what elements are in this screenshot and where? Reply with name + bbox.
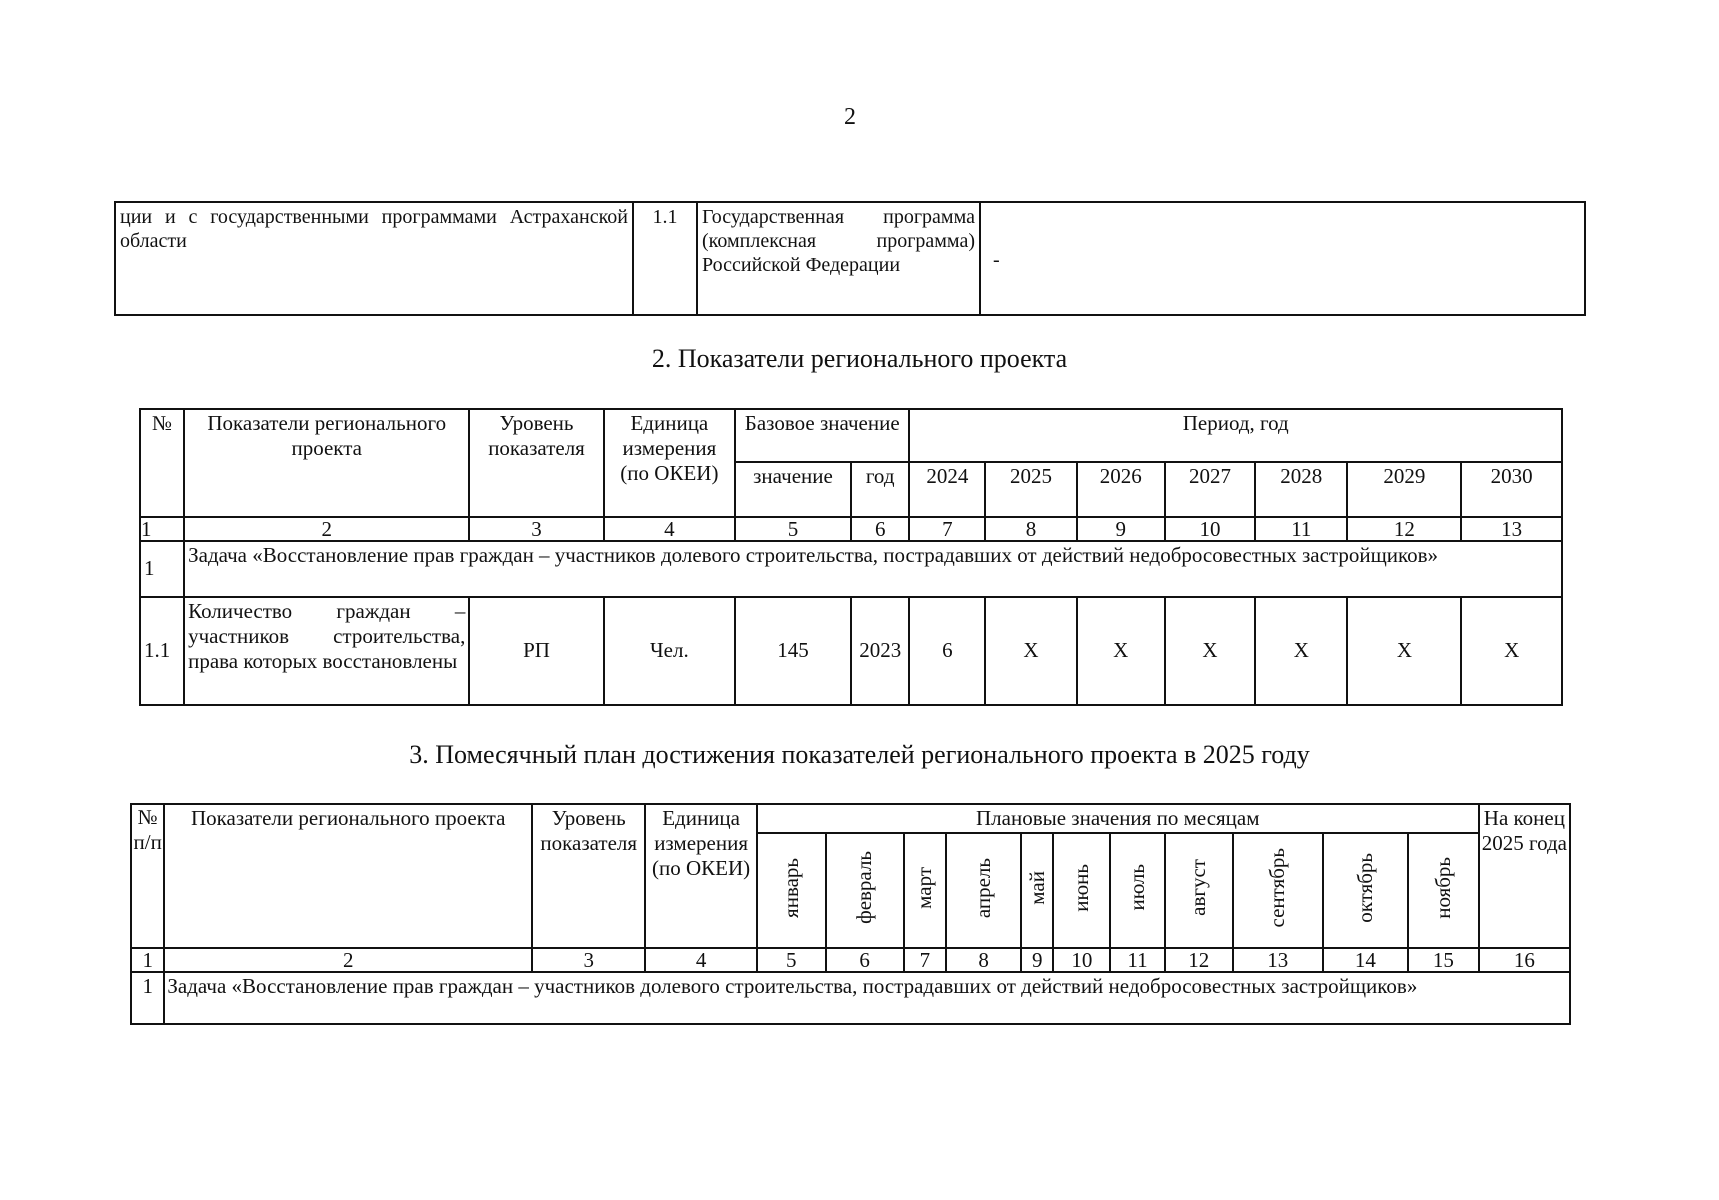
column-number: 2 [184,517,469,541]
column-number: 15 [1408,948,1479,972]
month-label: ноябрь [1430,856,1455,919]
year-value: X [1461,597,1562,705]
col-monthly-header: Плановые значения по месяцам [757,804,1479,833]
month-header [1110,833,1165,948]
month-header [1408,833,1479,948]
column-number: 4 [604,517,735,541]
month-header [826,833,904,948]
year-value: X [1077,597,1165,705]
column-number: 6 [826,948,904,972]
year-value: X [1347,597,1461,705]
month-label: апрель [971,857,996,918]
month-header [946,833,1021,948]
program-name: Государственная программа (комплексная программа) Российской Федерации [697,202,980,315]
month-label: октябрь [1352,852,1377,923]
column-number: 3 [532,948,645,972]
indicator-name: Количество граждан – участников строительства, права которых восстановлены [184,597,469,705]
indicator-unit: Чел. [604,597,735,705]
column-number: 6 [851,517,909,541]
col-unit-header: Единица измерения (по ОКЕИ) [604,409,735,517]
column-number: 10 [1053,948,1110,972]
month-header [1233,833,1323,948]
year-value: X [1255,597,1347,705]
task-text: Задача «Восстановление прав граждан – участников долевого строительства, пострадавших от действий недобросовестных застройщиков» [184,541,1562,597]
table-row [115,202,1585,315]
section-3-title: 3. Помесячный план достижения показателей регионального проекта в 2025 году [409,740,1310,769]
col-period-header: Период, год [909,409,1562,462]
indicator-num: 1.1 [140,597,184,705]
monthly-plan-table [130,803,1571,1025]
year-header: 2030 [1461,462,1562,517]
task-num: 1 [140,541,184,597]
year-header: 2029 [1347,462,1461,517]
column-number: 12 [1165,948,1233,972]
year-value: X [985,597,1076,705]
column-number: 5 [757,948,826,972]
program-link-text: ции и с государственными программами Астраханской области [115,202,633,315]
month-header [1323,833,1408,948]
month-label: май [1024,870,1049,905]
month-label: январь [778,857,803,918]
col-end-header: На конец 2025 года [1479,804,1570,948]
column-number: 13 [1233,948,1323,972]
column-number: 9 [1077,517,1165,541]
column-number: 8 [946,948,1021,972]
column-number: 4 [645,948,756,972]
col-indicator-header: Показатели регионального проекта [184,409,469,517]
column-number-row [131,948,1570,972]
month-label: февраль [852,851,877,925]
page-number: 2 [844,104,856,130]
col-num-header: № [140,409,184,517]
column-number-row [140,517,1562,541]
col-level-header: Уровень показателя [532,804,645,948]
indicator-level: РП [469,597,603,705]
task-row [131,972,1570,1024]
col-level-header: Уровень показателя [469,409,603,517]
column-number: 16 [1479,948,1570,972]
col-base-value-header: значение [735,462,851,517]
program-code: 1.1 [633,202,697,315]
year-value: X [1165,597,1255,705]
month-header [757,833,826,948]
program-value: - [980,202,1585,315]
year-header: 2028 [1255,462,1347,517]
column-number: 11 [1255,517,1347,541]
header-row [131,804,1570,833]
table-row [140,597,1562,705]
month-header [1165,833,1233,948]
column-number: 7 [909,517,985,541]
column-number: 12 [1347,517,1461,541]
base-year: 2023 [851,597,909,705]
year-header: 2024 [909,462,985,517]
task-text: Задача «Восстановление прав граждан – участников долевого строительства, пострадавших от действий недобросовестных застройщиков» [164,972,1570,1024]
column-number: 14 [1323,948,1408,972]
section-2-title: 2. Показатели регионального проекта [651,344,1068,373]
base-value: 145 [735,597,851,705]
year-header: 2025 [985,462,1076,517]
column-number: 5 [735,517,851,541]
month-label: июнь [1069,863,1094,912]
indicators-table [139,408,1563,706]
year-header: 2026 [1077,462,1165,517]
month-label: сентябрь [1265,847,1290,928]
col-num-header: № п/п [131,804,164,948]
month-label: август [1186,859,1211,917]
col-indicator-header: Показатели регионального проекта [164,804,532,948]
header-row [140,409,1562,462]
month-header [1053,833,1110,948]
col-base-header: Базовое значение [735,409,909,462]
col-unit-header: Единица измерения (по ОКЕИ) [645,804,756,948]
month-label: март [912,866,937,909]
month-header [1021,833,1053,948]
column-number: 11 [1110,948,1165,972]
column-number: 2 [164,948,532,972]
program-link-table [114,201,1586,316]
col-base-year-header: год [851,462,909,517]
column-number: 7 [904,948,947,972]
task-row [140,541,1562,597]
month-header [904,833,947,948]
task-num: 1 [131,972,164,1024]
year-header: 2027 [1165,462,1255,517]
column-number: 8 [985,517,1076,541]
column-number: 13 [1461,517,1562,541]
year-value: 6 [909,597,985,705]
column-number: 10 [1165,517,1255,541]
month-label: июль [1124,864,1149,911]
column-number: 3 [469,517,603,541]
column-number: 1 [140,517,184,541]
column-number: 1 [131,948,164,972]
column-number: 9 [1021,948,1053,972]
